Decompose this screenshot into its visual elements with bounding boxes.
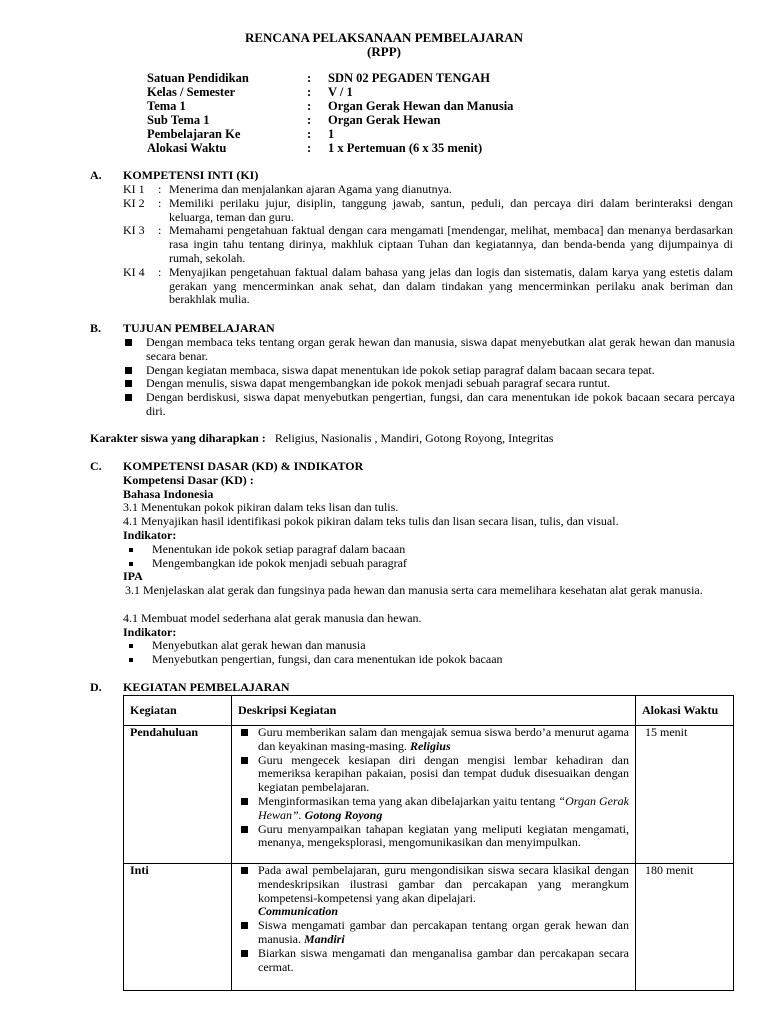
cell-deskripsi [232, 864, 636, 991]
cell-waktu: 15 menit [636, 726, 734, 864]
list-item [238, 726, 629, 754]
indikator-list [128, 543, 728, 571]
list-item [128, 557, 728, 571]
section-a-title: KOMPETENSI INTI (KI) [123, 168, 259, 182]
list-item [123, 377, 735, 391]
kd-item: 3.1 Menentukan pokok pikiran dalam teks lisan dan tulis. [123, 500, 399, 514]
kd-label: Kompetensi Dasar (KD) : [123, 473, 254, 487]
item-text: Guru memberikan salam dan mengajak semua siswa berdo’a menurut agama dan keyakinan masing-masing. [258, 725, 629, 753]
square-bullet-icon [125, 380, 132, 387]
list-item-text: Menyebutkan alat gerak hewan dan manusia [152, 638, 366, 652]
square-bullet-icon [125, 367, 132, 374]
ki-item [123, 183, 733, 197]
info-colon: : [307, 113, 312, 127]
info-colon: : [307, 99, 312, 113]
table-header-row [124, 696, 734, 726]
cell-waktu: 180 menit [636, 864, 734, 991]
ipa-label: IPA [123, 569, 143, 583]
character-tag: Mandiri [304, 931, 345, 946]
item-text: Biarkan siswa mengamati dan menganalisa gambar dan percakapan secara cermat. [258, 945, 629, 974]
square-bullet-icon [241, 757, 248, 764]
karakter-line [90, 432, 553, 446]
item-quote: “Organ Gerak Hewan”. [258, 793, 629, 822]
cell-kegiatan: Pendahuluan [124, 726, 232, 864]
section-b-letter: B. [90, 321, 102, 335]
header-alokasi: Alokasi Waktu [636, 696, 734, 726]
square-bullet-icon [241, 922, 248, 929]
kd-item-text: 3.1 Menjelaskan alat gerak dan fungsinya pada hewan dan manusia serta cara memelihara kesehatan alat gerak manusia. [125, 583, 703, 597]
list-item [128, 639, 728, 653]
list-item [128, 543, 728, 557]
kd-item: 4.1 Menyajikan hasil identifikasi pokok pikiran dalam teks tulis dan lisan secara lisan, tulis, dan visual. [123, 514, 619, 528]
list-item-text: Mengembangkan ide pokok menjadi sebuah paragraf [152, 555, 407, 570]
list-item-text: Menentukan ide pokok setiap paragraf dalam bacaan [152, 542, 406, 556]
section-c-title: KOMPETENSI DASAR (KD) & INDIKATOR [123, 459, 364, 473]
kd-item [125, 584, 733, 598]
indikator-label: Indikator: [123, 528, 177, 542]
document-subtitle: (RPP) [367, 44, 401, 59]
indikator-list [128, 639, 728, 667]
section-d-letter: D. [90, 680, 102, 694]
ki-code: KI 2 [123, 195, 145, 210]
ki-colon: : [158, 264, 162, 279]
ki-item [123, 266, 733, 307]
small-square-bullet-icon [129, 548, 133, 552]
table-row [124, 726, 734, 864]
info-block [147, 72, 707, 156]
info-colon: : [307, 85, 312, 99]
small-square-bullet-icon [129, 562, 133, 566]
ki-text: Menerima dan menjalankan ajaran Agama yang dianutnya. [169, 182, 452, 196]
info-row [147, 100, 707, 114]
list-item-text: Dengan kegiatan membaca, siswa dapat menentukan ide pokok setiap paragraf dalam bacaan secara tepat. [146, 362, 655, 377]
karakter-label: Karakter siswa yang diharapkan : [90, 431, 266, 445]
square-bullet-icon [241, 798, 248, 805]
character-tag: Communication [258, 904, 339, 919]
item-text: Guru menyampaikan tahapan kegiatan yang meliputi kegiatan mengamati, menanya, mengeksplorasi, mengomunikasikan dan menyimpulkan. [258, 821, 629, 850]
info-label: Satuan Pendidikan [147, 71, 249, 85]
info-colon: : [307, 127, 312, 141]
list-item [238, 864, 629, 919]
document-title: RENCANA PELAKSANAAN PEMBELAJARAN [244, 30, 524, 45]
list-item [238, 947, 629, 975]
info-row [147, 142, 707, 156]
info-value: Organ Gerak Hewan dan Manusia [328, 99, 514, 113]
info-colon: : [307, 71, 312, 85]
list-item [238, 754, 629, 795]
list-item [238, 795, 629, 823]
section-a-letter: A. [90, 168, 102, 182]
square-bullet-icon [241, 950, 248, 957]
list-item-text: Dengan menulis, siswa dapat mengembangkan ide pokok menjadi sebuah paragraf secara runtut. [146, 376, 611, 391]
list-item [123, 336, 735, 364]
ki-list [123, 183, 733, 307]
section-c-letter: C. [90, 459, 102, 473]
square-bullet-icon [241, 867, 248, 874]
info-row [147, 86, 707, 100]
ki-colon: : [158, 223, 162, 238]
karakter-value: Religius, Nasionalis , Mandiri, Gotong Royong, Integritas [274, 431, 554, 445]
section-b-title: TUJUAN PEMBELAJARAN [123, 321, 275, 335]
square-bullet-icon [241, 826, 248, 833]
info-value: 1 x Pertemuan (6 x 35 menit) [328, 141, 483, 155]
info-value: Organ Gerak Hewan [328, 113, 441, 127]
square-bullet-icon [125, 339, 132, 346]
info-label: Kelas / Semester [147, 85, 236, 99]
item-text: Guru mengecek kesiapan diri dengan mengisi lembar kehadiran dan memeriksa kerapihan pakaian, posisi dan tempat duduk disesuaikan dengan kegiatan pembelajaran. [258, 752, 629, 795]
section-d-title: KEGIATAN PEMBELAJARAN [123, 680, 290, 694]
info-label: Alokasi Waktu [147, 141, 227, 155]
bi-label: Bahasa Indonesia [123, 487, 214, 501]
item-text: Menginformasikan tema yang akan dibelajarkan yaitu tentang [258, 793, 556, 808]
list-item-text: Menyebutkan pengertian, fungsi, dan cara menentukan ide pokok bacaan [152, 651, 503, 666]
ki-text: Memahami pengetahuan faktual dengan cara mengamati [mendengar, melihat, membaca] dan menanya berdasarkan rasa ingin tahu tentang dirinya, makhluk ciptaan Tuhan dan kegiatannya, dan benda-benda yang dijumpainya di rumah, sekolah. [169, 223, 733, 265]
ki-text: Menyajikan pengetahuan faktual dalam bahasa yang jelas dan logis dan sistematis, dalam karya yang estetis dalam gerakan yang mencerminkan anak sehat, dan dalam tindakan yang mencerminkan perilaku anak beriman dan berakhlak mulia. [169, 264, 733, 307]
character-tag: Gotong Royong [304, 807, 383, 822]
ki-item [123, 224, 733, 265]
kd-item: 4.1 Membuat model sederhana alat gerak manusia dan hewan. [123, 611, 422, 625]
info-row [147, 128, 707, 142]
ki-code: KI 4 [123, 264, 145, 279]
small-square-bullet-icon [129, 658, 133, 662]
kegiatan-table [123, 695, 734, 991]
info-label: Tema 1 [147, 99, 186, 113]
list-item [123, 364, 735, 378]
info-colon: : [307, 141, 312, 155]
list-item [123, 391, 735, 419]
list-item [238, 919, 629, 947]
info-value: V / 1 [328, 85, 353, 99]
cell-deskripsi [232, 726, 636, 864]
list-item [238, 823, 629, 851]
table-row [124, 864, 734, 991]
square-bullet-icon [241, 729, 248, 736]
item-text: Siswa mengamati gambar dan percakapan tentang organ gerak hewan dan manusia. [258, 918, 629, 946]
square-bullet-icon [125, 394, 132, 401]
info-row [147, 114, 707, 128]
ki-colon: : [158, 195, 162, 210]
ki-item [123, 197, 733, 225]
info-label: Pembelajaran Ke [147, 127, 241, 141]
indikator-label: Indikator: [123, 625, 177, 639]
header-kegiatan: Kegiatan [124, 696, 232, 726]
info-row [147, 72, 707, 86]
info-value: 1 [328, 127, 335, 141]
cell-kegiatan: Inti [124, 864, 232, 991]
item-text: Pada awal pembelajaran, guru mengondisikan siswa secara klasikal dengan mendeskripsikan ilustrasi gambar dan percakapan yang merangkum kompetensi-kompetensi yang akan dipelajari. [258, 863, 629, 905]
small-square-bullet-icon [129, 644, 133, 648]
character-tag: Religius [409, 738, 451, 753]
list-item-text: Dengan berdiskusi, siswa dapat menyebutkan pengertian, fungsi, dan cara menentukan ide pokok bacaan secara percaya diri. [146, 390, 735, 418]
tujuan-list [123, 336, 735, 419]
header-deskripsi: Deskripsi Kegiatan [232, 696, 636, 726]
ki-code: KI 3 [123, 223, 145, 238]
list-item [128, 653, 728, 667]
ki-text: Memiliki perilaku jujur, disiplin, tanggung jawab, santun, peduli, dan percaya diri dalam berinteraksi dengan keluarga, teman dan guru. [169, 195, 733, 224]
info-value: SDN 02 PEGADEN TENGAH [328, 71, 490, 85]
ki-code: KI 1 [123, 182, 145, 196]
info-label: Sub Tema 1 [147, 113, 210, 127]
ki-colon: : [158, 182, 162, 196]
list-item-text: Dengan membaca teks tentang organ gerak hewan dan manusia, siswa dapat menyebutkan alat gerak hewan dan manusia secara benar. [146, 335, 735, 363]
